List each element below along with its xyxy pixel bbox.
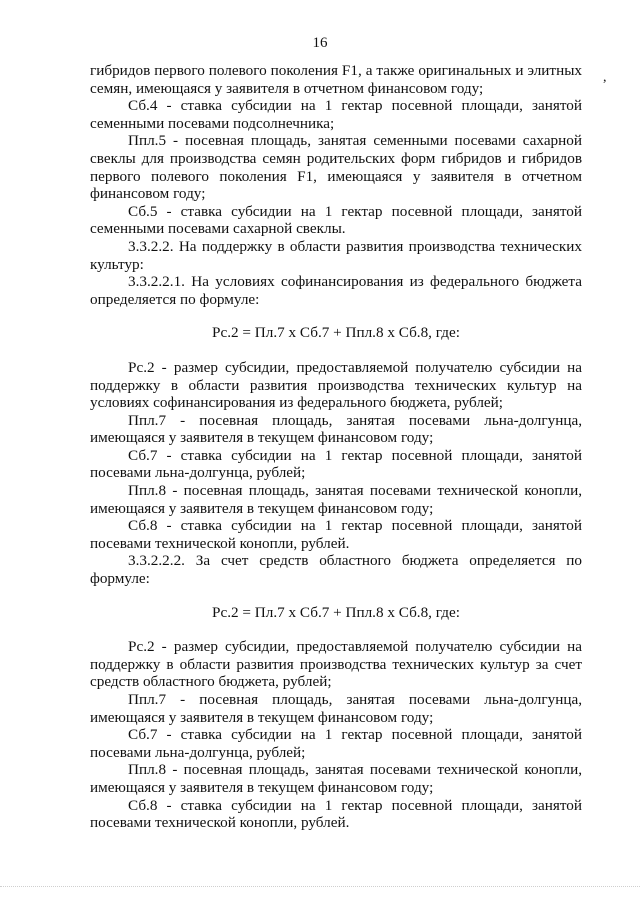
paragraph-sb7-federal: Сб.7 - ставка субсидии на 1 гектар посевной площади, занятой посевами льна-долгунца, рублей; [90, 446, 582, 482]
paragraph-ppl8-regional: Ппл.8 - посевная площадь, занятая посевами технической конопли, имеющаяся у заявителя в текущем финансовом году; [90, 761, 582, 796]
paragraph-3-3-2-2-1: 3.3.2.2.1. На условиях софинансирования из федерального бюджета определяется по формуле: [90, 273, 582, 308]
paragraph-ppl5: Ппл.5 - посевная площадь, занятая семенными посевами сахарной свеклы для производства семян родительских форм гибридов и гибридов первого полевого поколения F1, имеющаяся у заявителя в отчетном финансовом году; [90, 132, 582, 203]
paragraph-sb7-regional: Сб.7 - ставка субсидии на 1 гектар посевной площади, занятой посевами льна-долгунца, рублей; [90, 726, 582, 761]
formula-regional: Рс.2 = Пл.7 х Сб.7 + Ппл.8 х Сб.8, где: [212, 603, 460, 621]
paragraph-rs2-regional: Рс.2 - размер субсидии, предоставляемой получателю субсидии на поддержку в области развития производства технических культур за счет средств областного бюджета, рублей; [90, 638, 582, 691]
paragraph-sb8-regional: Сб.8 - ставка субсидии на 1 гектар посевной площади, занятой посевами технической конопли, рублей. [90, 796, 582, 832]
paragraph-3-3-2-2: 3.3.2.2. На поддержку в области развития производства технических культур: [90, 237, 582, 273]
margin-mark: , [603, 70, 607, 85]
scan-edge-dots [0, 886, 640, 893]
paragraph-sb5: Сб.5 - ставка субсидии на 1 гектар посевной площади, занятой семенными посевами сахарной свеклы. [90, 202, 582, 238]
paragraph-sb8-federal: Сб.8 - ставка субсидии на 1 гектар посевной площади, занятой посевами технической конопли, рублей. [90, 517, 582, 552]
formula-federal: Рс.2 = Пл.7 х Сб.7 + Ппл.8 х Сб.8, где: [212, 324, 460, 342]
paragraph-ppl7-regional: Ппл.7 - посевная площадь, занятая посевами льна-долгунца, имеющаяся у заявителя в текущем финансовом году; [90, 691, 582, 726]
paragraph-3-3-2-2-2: 3.3.2.2.2. За счет средств областного бюджета определяется по формуле: [90, 552, 582, 588]
paragraph-sb4: Сб.4 - ставка субсидии на 1 гектар посевной площади, занятой семенными посевами подсолнечника; [90, 97, 582, 132]
paragraph-continuation: гибридов первого полевого поколения F1, а также оригинальных и элитных семян, имеющаяся у заявителя в отчетном финансовом году; [90, 62, 582, 97]
page-number: 16 [312, 35, 328, 51]
paragraph-ppl8-federal: Ппл.8 - посевная площадь, занятая посевами технической конопли, имеющаяся у заявителя в текущем финансовом году; [90, 482, 582, 517]
paragraph-rs2-federal: Рс.2 - размер субсидии, предоставляемой получателю субсидии на поддержку в области развития производства технических культур на условиях софинансирования из федерального бюджета, рублей; [90, 358, 582, 412]
document-body [90, 62, 582, 832]
paragraph-ppl7-federal: Ппл.7 - посевная площадь, занятая посевами льна-долгунца, имеющаяся у заявителя в текущем финансовом году; [90, 411, 582, 447]
